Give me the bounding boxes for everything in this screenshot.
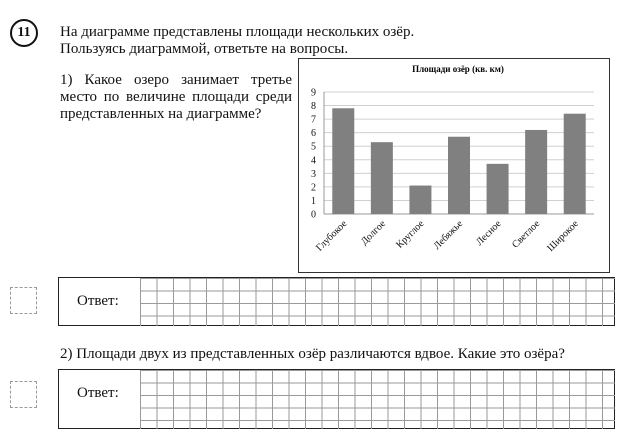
bar-3 — [409, 186, 431, 214]
answer-2-checkbox — [10, 381, 37, 408]
y-tick-label-3: 3 — [311, 168, 316, 180]
intro-line-2: Пользуясь диаграммой, ответьте на вопросы. — [60, 41, 349, 57]
answer-1-grid[interactable] — [140, 277, 615, 326]
answer-2-grid[interactable] — [140, 369, 615, 429]
y-tick-label-4: 4 — [311, 155, 316, 167]
question-1-text: 1) Какое озеро занимает третье место по величине площади среди представленных на диаграмме? — [60, 72, 292, 122]
x-tick-label-3: Круглое — [394, 218, 427, 251]
answer-1-checkbox — [10, 287, 37, 314]
x-tick-label-5: Лесное — [474, 218, 504, 248]
chart-title: Площади озёр (кв. км) — [412, 64, 504, 74]
x-tick-label-1: Глубокое — [314, 218, 350, 254]
bar-4 — [448, 137, 470, 214]
intro-line-1: На диаграмме представлены площади нескольких озёр. — [60, 24, 415, 40]
answer-2-box[interactable] — [58, 369, 615, 429]
task-intro — [60, 24, 414, 58]
y-tick-label-7: 7 — [311, 114, 316, 126]
lake-area-chart — [298, 58, 614, 274]
y-tick-label-8: 8 — [311, 101, 316, 113]
x-tick-label-6: Светлое — [510, 218, 543, 251]
x-tick-label-7: Широкое — [545, 218, 581, 254]
bar-5 — [487, 164, 509, 214]
bar-6 — [525, 130, 547, 214]
task-number: 11 — [10, 19, 38, 47]
y-tick-label-0: 0 — [311, 209, 316, 221]
answer-2-label: Ответ: — [77, 385, 119, 401]
x-tick-label-2: Долгое — [358, 218, 388, 248]
y-tick-label-6: 6 — [311, 128, 316, 140]
question-2-text: 2) Площади двух из представленных озёр различаются вдвое. Какие это озёра? — [60, 346, 565, 362]
y-tick-label-2: 2 — [311, 182, 316, 194]
bar-2 — [371, 142, 393, 214]
bar-7 — [564, 114, 586, 214]
answer-1-box[interactable] — [58, 277, 615, 326]
bar-1 — [332, 108, 354, 214]
x-tick-label-4: Лебяжье — [431, 218, 466, 252]
y-tick-label-1: 1 — [311, 195, 316, 207]
answer-1-label: Ответ: — [77, 293, 119, 309]
y-tick-label-5: 5 — [311, 141, 316, 153]
y-tick-label-9: 9 — [311, 87, 316, 99]
